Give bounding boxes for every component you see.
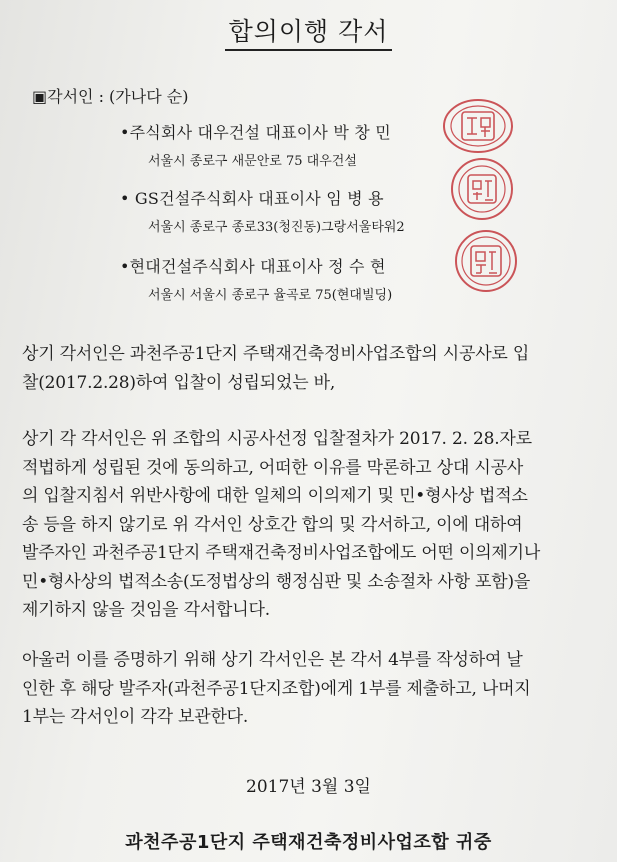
- seal-stamp-gs: [448, 156, 520, 222]
- document-date: 2017년 3월 3일: [246, 777, 371, 797]
- party-name: • GS건설주식회사 대표이사 임 병 용: [120, 189, 384, 208]
- paragraph-line: 인한 후 해당 발주자(과천주공1단지조합)에게 1부를 제출하고, 나머지: [22, 678, 531, 699]
- paragraph-line: 상기 각 각서인은 위 조합의 시공사선정 입찰절차가 2017. 2. 28.자로: [22, 429, 532, 449]
- paragraph-line: 민•형사상의 법적소송(도정법상의 행정심판 및 소송절차 사항 포함)을: [22, 571, 531, 592]
- party-name: •현대건설주식회사 대표이사 정 수 현: [120, 257, 386, 276]
- paragraph-line: 아울러 이를 증명하기 위해 상기 각서인은 본 각서 4부를 작성하여 날: [22, 650, 523, 670]
- paragraph-line: 제기하지 않을 것임을 각서합니다.: [22, 600, 270, 620]
- paragraph-line: 적법하게 성립된 것에 동의하고, 어떠한 이유를 막론하고 상대 시공사: [22, 457, 524, 478]
- seal-stamp-hyundai: [452, 228, 524, 294]
- paragraph-line: 송 등을 하지 않기로 위 각서인 상호간 합의 및 각서하고, 이에 대하여: [22, 514, 523, 535]
- paragraph-line: 1부는 각서인이 각각 보관한다.: [22, 707, 249, 727]
- paragraph-line: 상기 각서인은 과천주공1단지 주택재건축정비사업조합의 시공사로 입: [22, 344, 530, 364]
- paragraph-line: 찰(2017.2.28)하여 입찰이 성립되었는 바,: [22, 372, 336, 393]
- party-address: 서울시 종로구 종로33(청진동)그랑서울타워2: [148, 220, 405, 235]
- paragraph-line: 발주자인 과천주공1단지 주택재건축정비사업조합에도 어떤 이의제기나: [22, 543, 541, 563]
- paragraph-intro: [22, 340, 529, 397]
- seal-stamp-daewoo: [440, 96, 520, 156]
- party-address: 서울시 종로구 새문안로 75 대우건설: [148, 154, 357, 169]
- party-address: 서울시 서울시 종로구 율곡로 75(현대빌딩): [148, 288, 393, 303]
- paragraph-agreement: [22, 425, 540, 625]
- document-title: 합의이행 각서: [0, 12, 617, 51]
- paragraph-line: 의 입찰지침서 위반사항에 대한 일체의 이의제기 및 민•형사상 법적소: [22, 486, 528, 506]
- recipient-line: 과천주공1단지 주택재건축정비사업조합 귀중: [125, 832, 492, 853]
- party-name: •주식회사 대우건설 대표이사 박 창 민: [120, 123, 391, 142]
- parties-label: ▣각서인 : (가나다 순): [32, 87, 189, 106]
- paragraph-copies: [22, 646, 531, 732]
